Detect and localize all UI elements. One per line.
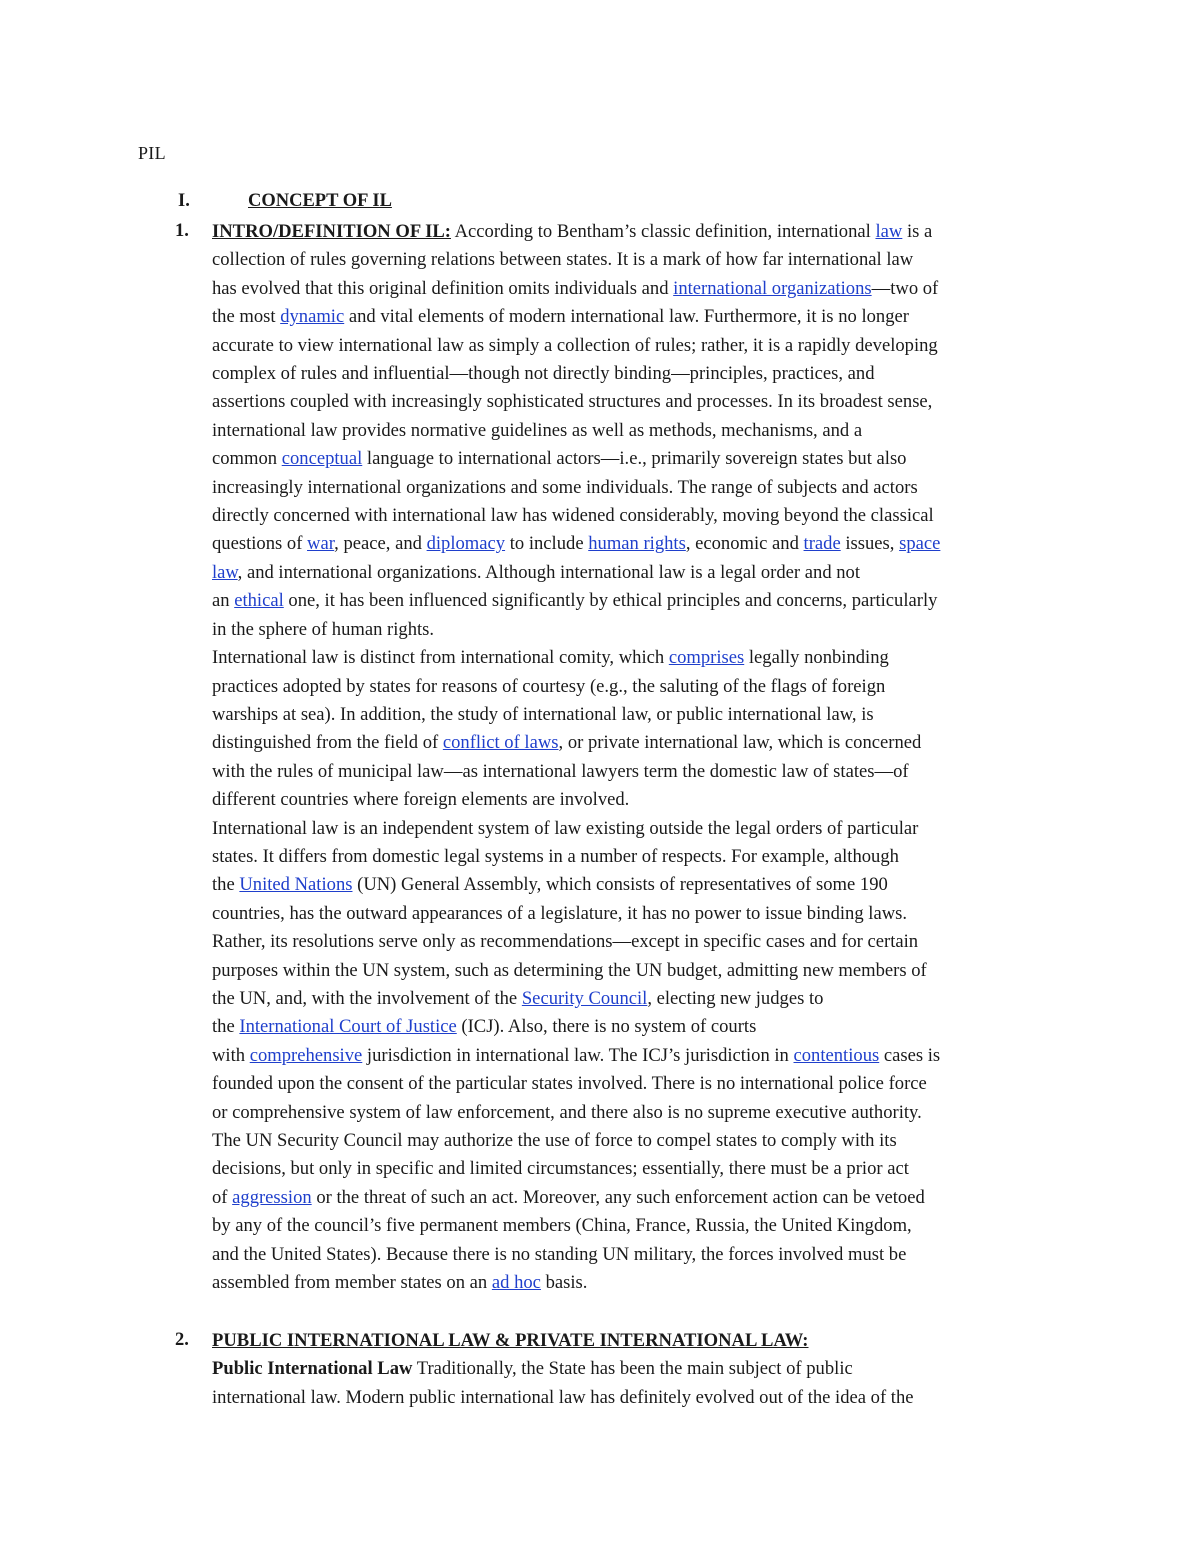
- paragraph-line: International law is an independent system of law existing outside the legal orders of particular: [212, 817, 919, 839]
- paragraph-line: in the sphere of human rights.: [212, 618, 435, 640]
- link-international-court-of-justice[interactable]: International Court of Justice: [239, 1016, 457, 1038]
- paragraph-line: Public International Law Traditionally, the State has been the main subject of public: [212, 1358, 853, 1380]
- link-comprises[interactable]: comprises: [668, 647, 745, 669]
- link-law[interactable]: law: [875, 221, 903, 242]
- section-title: CONCEPT OF IL: [248, 191, 392, 211]
- paragraph-line: questions of war, peace, and diplomacy to include human rights, economic and trade issues, space: [212, 533, 941, 555]
- item-heading: PUBLIC INTERNATIONAL LAW & PRIVATE INTERNATIONAL LAW:: [212, 1330, 809, 1351]
- link-human-rights[interactable]: human rights: [588, 533, 686, 555]
- paragraph-line: Rather, its resolutions serve only as recommendations—except in specific cases and for certain: [212, 931, 919, 953]
- section-numeral: I.: [178, 191, 190, 211]
- lead-term: Public International Law: [212, 1358, 413, 1380]
- paragraph-line: the most dynamic and vital elements of modern international law. Furthermore, it is no longer: [212, 306, 909, 328]
- paragraph-line: international law provides normative guidelines as well as methods, mechanisms, and a: [212, 419, 863, 441]
- link-aggression[interactable]: aggression: [232, 1186, 312, 1208]
- paragraph-line: the United Nations (UN) General Assembly, which consists of representatives of some 190: [212, 874, 888, 896]
- paragraph-line: purposes within the UN system, such as determining the UN budget, admitting new members of: [212, 959, 927, 981]
- paragraph-line: states. It differs from domestic legal systems in a number of respects. For example, although: [212, 845, 899, 867]
- item-2-body: [212, 1327, 1072, 1412]
- paragraph-line: has evolved that this original definition omits individuals and international organizations—two of: [212, 277, 939, 299]
- paragraph-line: increasingly international organizations and some individuals. The range of subjects and actors: [212, 476, 918, 498]
- paragraph-line: directly concerned with international law has widened considerably, moving beyond the classical: [212, 505, 934, 527]
- link-war[interactable]: war: [307, 533, 335, 555]
- paragraph-line: common conceptual language to international actors—i.e., primarily sovereign states but also: [212, 448, 907, 470]
- paragraph-line: collection of rules governing relations between states. It is a mark of how far international law: [212, 249, 914, 271]
- link-contentious[interactable]: contentious: [793, 1044, 880, 1066]
- link-space-law[interactable]: law: [212, 561, 238, 583]
- paragraph-line: different countries where foreign elements are involved.: [212, 789, 630, 811]
- item-1-body: [212, 218, 1072, 1297]
- paragraph-line: an ethical one, it has been influenced significantly by ethical principles and concerns, particularly: [212, 590, 938, 612]
- paragraph-line: decisions, but only in specific and limited circumstances; essentially, there must be a prior act: [212, 1158, 909, 1180]
- paragraph-line: International law is distinct from international comity, which comprises legally nonbinding: [212, 647, 889, 669]
- paragraph-line: countries, has the outward appearances of a legislature, it has no power to issue binding laws.: [212, 902, 908, 924]
- paragraph-line: with comprehensive jurisdiction in international law. The ICJ’s jurisdiction in contentious cases is: [212, 1044, 941, 1066]
- paragraph-line: with the rules of municipal law—as international lawyers term the domestic law of states—of: [212, 760, 909, 782]
- link-security-council[interactable]: Security Council: [521, 987, 648, 1009]
- document-title: PIL: [138, 143, 166, 163]
- paragraph-line: by any of the council’s five permanent members (China, France, Russia, the United Kingdom,: [212, 1215, 912, 1237]
- paragraph-line: founded upon the consent of the particular states involved. There is no international police force: [212, 1073, 927, 1095]
- paragraph-line: warships at sea). In addition, the study of international law, or public international law, is: [212, 703, 874, 725]
- item-number-1: 1.: [175, 221, 189, 241]
- paragraph-line: accurate to view international law as simply a collection of rules; rather, it is a rapidly developing: [212, 334, 938, 356]
- paragraph-line: and the United States). Because there is no standing UN military, the forces involved must be: [212, 1243, 907, 1265]
- item-number-2: 2.: [175, 1330, 189, 1350]
- paragraph-line: practices adopted by states for reasons of courtesy (e.g., the saluting of the flags of foreign: [212, 675, 886, 697]
- link-international-organizations[interactable]: international organizations: [673, 277, 872, 299]
- link-trade[interactable]: trade: [803, 533, 841, 555]
- link-united-nations[interactable]: United Nations: [239, 874, 353, 896]
- link-conflict-of-laws[interactable]: conflict of laws: [442, 732, 559, 754]
- paragraph-line: of aggression or the threat of such an act. Moreover, any such enforcement action can be vetoed: [212, 1186, 925, 1208]
- paragraph-line: INTRO/DEFINITION OF IL: According to Bentham’s classic definition, international law is a: [212, 221, 933, 242]
- link-dynamic[interactable]: dynamic: [280, 306, 345, 328]
- paragraph-line: distinguished from the field of conflict of laws, or private international law, which is concerned: [212, 732, 922, 754]
- link-space[interactable]: space: [899, 533, 941, 555]
- paragraph-line: law, and international organizations. Although international law is a legal order and not: [212, 561, 861, 583]
- link-ad-hoc[interactable]: ad hoc: [491, 1272, 541, 1294]
- link-conceptual[interactable]: conceptual: [281, 448, 363, 470]
- paragraph-line: the International Court of Justice (ICJ). Also, there is no system of courts: [212, 1016, 757, 1038]
- paragraph-line: complex of rules and influential—though not directly binding—principles, practices, and: [212, 363, 875, 385]
- item-heading: INTRO/DEFINITION OF IL:: [212, 221, 451, 242]
- paragraph-line: the UN, and, with the involvement of the Security Council, electing new judges to: [212, 987, 824, 1009]
- link-diplomacy[interactable]: diplomacy: [426, 533, 506, 555]
- paragraph-line: The UN Security Council may authorize the use of force to compel states to comply with its: [212, 1130, 897, 1151]
- paragraph-line: or comprehensive system of law enforcement, and there also is no supreme executive authority.: [212, 1101, 922, 1123]
- link-comprehensive[interactable]: comprehensive: [249, 1044, 363, 1066]
- paragraph-line: international law. Modern public international law has definitely evolved out of the idea of the: [212, 1386, 914, 1408]
- paragraph-line: assembled from member states on an ad hoc basis.: [212, 1272, 588, 1294]
- paragraph-line: assertions coupled with increasingly sophisticated structures and processes. In its broadest sense,: [212, 391, 933, 413]
- link-ethical[interactable]: ethical: [234, 590, 284, 612]
